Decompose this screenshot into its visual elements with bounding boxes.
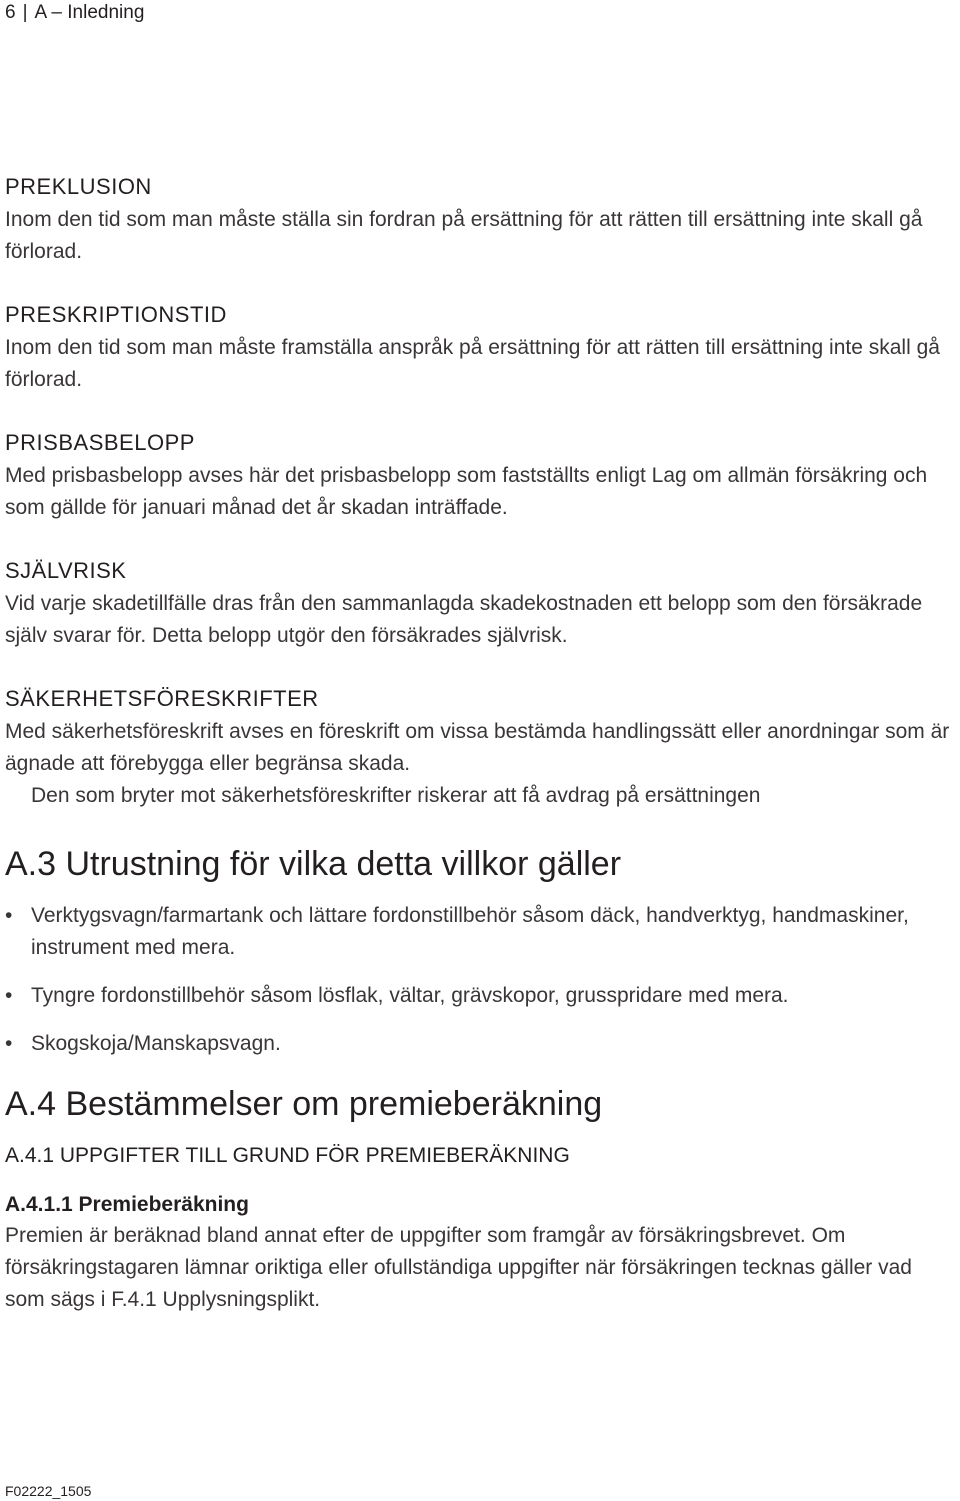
term-body: Inom den tid som man måste ställa sin fordran på ersättning för att rätten till ersättning inte skall gå förlorad. [5,208,923,263]
list-item [5,1028,955,1060]
term-sjalvrisk [5,554,955,652]
list-item [5,900,955,964]
bullet-icon: • [5,904,13,927]
subheading-a41: A.4.1 UPPGIFTER TILL GRUND FÖR PREMIEBERÄKNING [5,1144,570,1167]
section-heading-a3: A.3 Utrustning för vilka detta villkor gäller [5,845,622,883]
bullet-icon: • [5,984,13,1007]
term-title: PREKLUSION [5,174,152,199]
term-body: Med prisbasbelopp avses här det prisbasbelopp som fastställts enligt Lag om allmän försäkring och som gällde för januari månad det år skadan inträffade. [5,464,928,519]
term-body-extra: Den som bryter mot säkerhetsföreskrifter riskerar att få avdrag på ersättningen [31,784,761,807]
term-preskriptionstid [5,298,955,396]
document-code: F02222_1505 [5,1483,92,1499]
term-title: SÄKERHETSFÖRESKRIFTER [5,686,319,711]
bullet-icon: • [5,1032,13,1055]
list-item [5,980,955,1012]
list-item-text: Skogskoja/Manskapsvagn. [31,1032,281,1055]
term-prisbasbelopp [5,426,955,524]
term-body-text: Med säkerhetsföreskrift avses en föreskrift om vissa bestämda handlingssätt eller anordningar som är ägnade att förebygga eller begränsa skada. [5,720,950,775]
list-item-text: Tyngre fordonstillbehör såsom lösflak, vältar, grävskopor, grusspridare med mera. [31,984,789,1007]
document-content [5,170,955,1316]
equipment-list [5,900,955,1060]
page-number: 6 [5,2,16,23]
term-title: PRISBASBELOPP [5,430,195,455]
header-separator: | [22,2,28,23]
list-item-text: Verktygsvagn/farmartank och lättare fordonstillbehör såsom däck, handverktyg, handmaskiner, instrument med mera. [31,904,909,959]
term-title: SJÄLVRISK [5,558,127,583]
section-heading-a4: A.4 Bestämmelser om premieberäkning [5,1085,603,1123]
term-title: PRESKRIPTIONSTID [5,302,227,327]
term-preklusion [5,170,955,268]
term-body [5,716,955,812]
term-sakerhetsforeskrifter [5,682,955,812]
header-section: A – Inledning [34,2,145,23]
subsubheading-a411: A.4.1.1 Premieberäkning [5,1193,249,1216]
page-header [5,2,144,24]
term-body: Vid varje skadetillfälle dras från den sammanlagda skadekostnaden ett belopp som den försäkrade själv svarar för. Detta belopp utgör den försäkrades självrisk. [5,592,923,647]
premium-calculation-text: Premien är beräknad bland annat efter de uppgifter som framgår av försäkringsbrevet. Om försäkringstagaren lämnar oriktiga eller ofullständiga uppgifter när försäkringen tecknas gäller vad som sägs i F.4.1 Upplysningsplikt. [5,1224,912,1311]
term-body: Inom den tid som man måste framställa anspråk på ersättning för att rätten till ersättning inte skall gå förlorad. [5,336,940,391]
